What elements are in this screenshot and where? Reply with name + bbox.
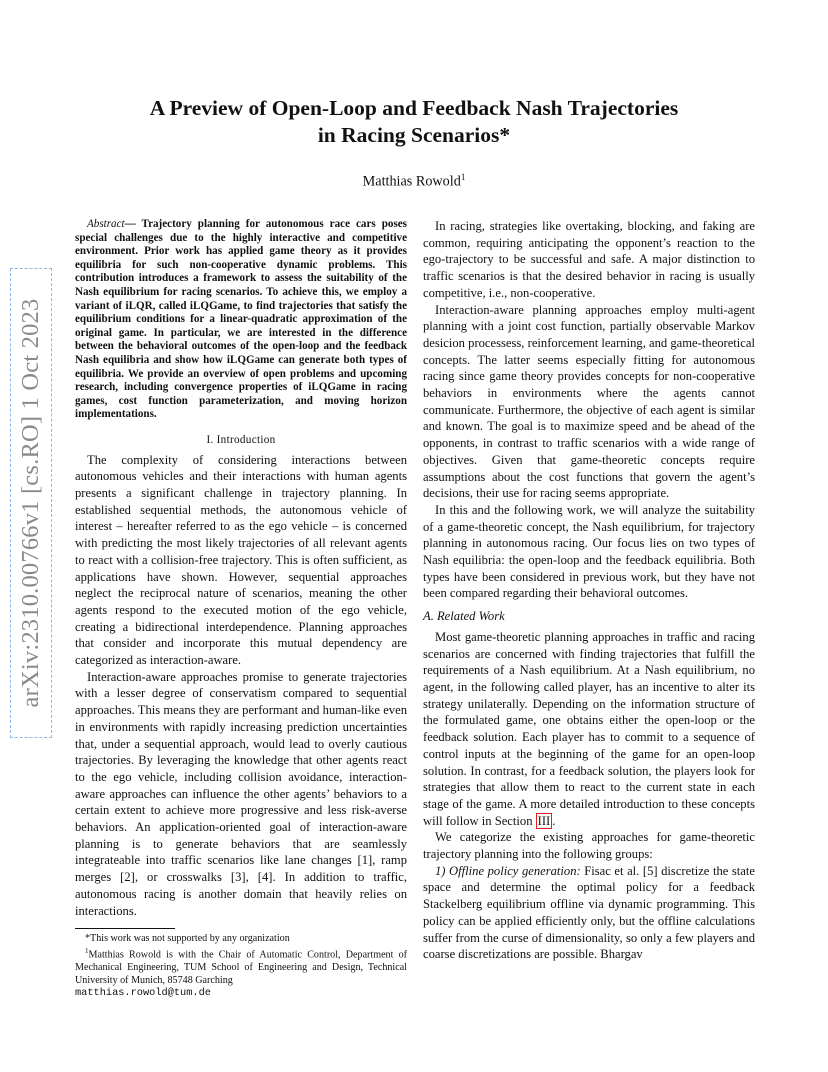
related-text: Most game-theoretic planning approaches in traffic and racing scenarios are concerned with finding trajectories that fulfill the requirements of a Nash equilibrium. At a Nash equilibrium, no agent, in the following called player, has an incentive to alter its strategy unilaterally. Depending on the information structure of the formulated game, one obtains either the open-loop or the feedback solution. Each player has to commit to a sequence of control inputs at the beginning of the game for an open-loop solution. In contrast, for a feedback solution, the players look for strategies that allow them to react to the current state in each stage of the game. A more detailed introduction to these concepts will follow in Section	[423, 629, 755, 828]
related-work-paragraph	[423, 629, 755, 829]
body-paragraph: In this and the following work, we will analyze the suitability of a game-theoretic concept, the Nash equilibrium, for trajectory planning in autonomous racing. Our focus lies on two types of Nash equilibria: the open-loop and the feedback equilibria. Both types have been considered in previous work, but they have not been compared regarding their behavioral outcomes.	[423, 502, 755, 601]
footnote-affiliation	[75, 945, 407, 987]
abstract	[75, 218, 407, 422]
footnote-rule	[75, 928, 175, 929]
right-column	[423, 218, 755, 963]
author-email-link[interactable]: matthias.rowold@tum.de	[75, 986, 211, 999]
paragraph-text: Fisac et al. [5] discretize the state space and determine the optimal policy for a feedback Stackelberg equilibrium offline via dynamic programming. This policy can be applied efficiently only, but the offline calculations suffer from the curse of dimensionality, so only a few players and coarse discretizations are possible. Bhargav	[423, 863, 755, 962]
footnote-email-line	[75, 987, 407, 999]
title-line-2: in Racing Scenarios*	[317, 123, 511, 147]
abstract-label: Abstract	[87, 218, 125, 230]
abstract-text: — Trajectory planning for autonomous race cars poses special challenges due to the highly interactive and competitive environment. Prior work has applied game theory as it provides equilibria for such non-cooperative dynamic problems. This contribution introduces a framework to assess the suitability of the Nash equilibrium for racing scenarios. To achieve this, we employ a variant of iLQR, called iLQGame, to find trajectories that satisfy the equilibrium conditions for a linear-quadratic approximation of the original game. In particular, we are interested in the difference between the behavioral outcomes of the open-loop and the feedback Nash equilibria and show how iLQGame can generate both types of equilibria. We provide an overview of open problems and upcoming research, including convergence properties of iLQGame in racing games, cost function parameterization, and moving horizon implementations.	[75, 218, 407, 421]
footnote-affiliation-text: Matthias Rowold is with the Chair of Automatic Control, Department of Mechanical Engineering, TUM School of Engineering and Design, Technical University of Munich, 85748 Garching	[75, 949, 407, 986]
footnote-affiliation-mark: 1	[85, 947, 89, 956]
left-column	[75, 218, 407, 919]
related-work-paragraph	[423, 863, 755, 963]
arxiv-identifier-stamp	[10, 268, 52, 738]
body-paragraph: In racing, strategies like overtaking, blocking, and faking are common, requiring anticipating the opponent’s reaction to the ego-trajectory to be successful and safe. A major distinction to traffic scenarios is that the desired behavior in racing is usually competitive, i.e., non-cooperative.	[423, 219, 755, 300]
related-work-paragraph: We categorize the existing approaches for game-theoretic trajectory planning into the following groups:	[423, 830, 755, 862]
body-paragraph: Interaction-aware planning approaches employ multi-agent planning with a joint cost function, partially observable Markov desicion processess, reinforcement learning, and game-theoretical concepts. The latter seems especially fitting for autonomous racing since game theory provides concepts for non-cooperative behaviors in environments where the agents cannot communicate. Furthermore, the objective of each agent is similar and known. The goal is to maximize speed and be ahead of the opponents, in contrast to traffic scenarios with a wide range of objectives. Given that game-theoretic concepts require assumptions about the cost functions that govern the agent’s decisions, their use for racing seems appropriate.	[423, 302, 755, 501]
arxiv-id: arXiv:2310.00766v1 [cs.RO] 1 Oct 2023	[17, 298, 44, 708]
footnotes	[75, 928, 407, 999]
paragraph-heading: 1) Offline policy generation:	[435, 863, 581, 878]
author-name: Matthias Rowold	[362, 173, 461, 190]
footnote-funding: *This work was not supported by any organization	[85, 933, 290, 944]
author-affiliation-mark: 1	[460, 172, 466, 182]
subsection-heading-related-work: A. Related Work	[423, 609, 505, 624]
title-line-1: A Preview of Open-Loop and Feedback Nash Trajectories	[149, 96, 679, 120]
intro-paragraph: Interaction-aware approaches promise to generate trajectories with a lesser degree of conservatism compared to sequential approaches. This means they are performant and human-like even in environments with rapidly increasing prediction uncertainties that, under a sequential approach, would lead to overly cautious trajectories. By leveraging the knowledge that other agents react to the ego vehicle, including collision avoidance, interaction-aware approaches can influence the other agents’ behaviors to a certain extent to achieve more progressive and less risk-averse behaviors. An application-oriented goal of interaction-aware planning is to generate behaviors that are seamlessly integrateable into traffic scenarios like lane changes [1], ramp merges [2], or crosswalks [3], [4]. In addition to traffic, autonomous racing is another domain that heavily relies on interactions.	[75, 669, 407, 918]
intro-paragraph: The complexity of considering interactions between autonomous vehicles and their interactions with human agents presents a significant challenge in trajectory planning. In established sequential methods, the autonomous vehicle of interest – hereafter referred to as the ego vehicle – is concerned with predicting the most likely trajectories of all relevant agents to react with a collision-free trajectory. This is often sufficient, as applications have shown. However, sequential approaches neglect the reciprocal nature of scenarios, meaning the other agents respond to the executed motion of the ego vehicle, creating a bidirectional interdependence. Planning approaches that consider and incorporate this mutual dependency are categorized as interaction-aware.	[75, 452, 407, 668]
related-text-end: .	[552, 813, 556, 828]
author-line	[0, 172, 828, 191]
section-reference-link[interactable]: III	[537, 813, 551, 828]
section-heading-introduction: I. Introduction	[206, 433, 276, 446]
paper-title	[0, 95, 828, 149]
